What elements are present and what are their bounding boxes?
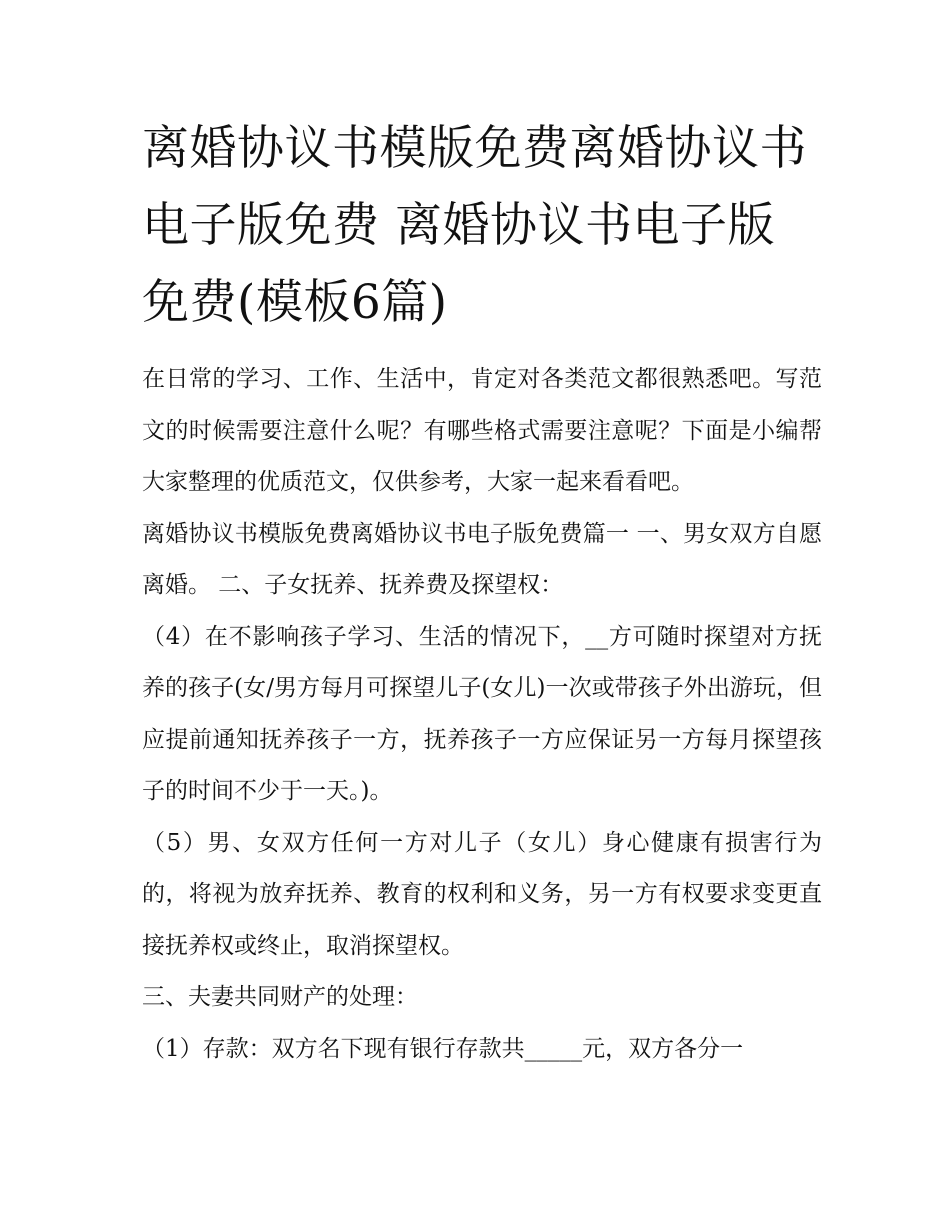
document-body	[142, 354, 822, 1075]
clause-5-paragraph: （5）男、女双方任何一方对儿子（女儿）身心健康有损害行为的，将视为放弃抚养、教育的权利和义务，另一方有权要求变更直接抚养权或终止，取消探望权。	[142, 829, 822, 959]
document-title: 离婚协议书模版免费离婚协议书电子版免费 离婚协议书电子版免费(模板6篇)	[142, 121, 807, 330]
intro-paragraph: 在日常的学习、工作、生活中，肯定对各类范文都很熟悉吧。写范文的时候需要注意什么呢？有哪些格式需要注意呢？下面是小编帮大家整理的优质范文，仅供参考，大家一起来看看吧。	[142, 366, 822, 495]
deposit-clause-paragraph: （1）存款：双方名下现有银行存款共_____元，双方各分一	[142, 1035, 744, 1062]
section-one-paragraph: 离婚协议书模版免费离婚协议书电子版免费篇一 一、男女双方自愿离婚。 二、子女抚养、抚养费及探望权：	[142, 520, 822, 598]
section-three-heading: 三、夫妻共同财产的处理：	[142, 984, 418, 1010]
clause-4-paragraph: （4）在不影响孩子学习、生活的情况下，__方可随时探望对方抚养的孩子(女/男方每月可探望儿子(女儿)一次或带孩子外出游玩，但应提前通知抚养孩子一方，抚养孩子一方应保证另一方每月探望孩子的时间不少于一天。)。	[142, 623, 822, 804]
